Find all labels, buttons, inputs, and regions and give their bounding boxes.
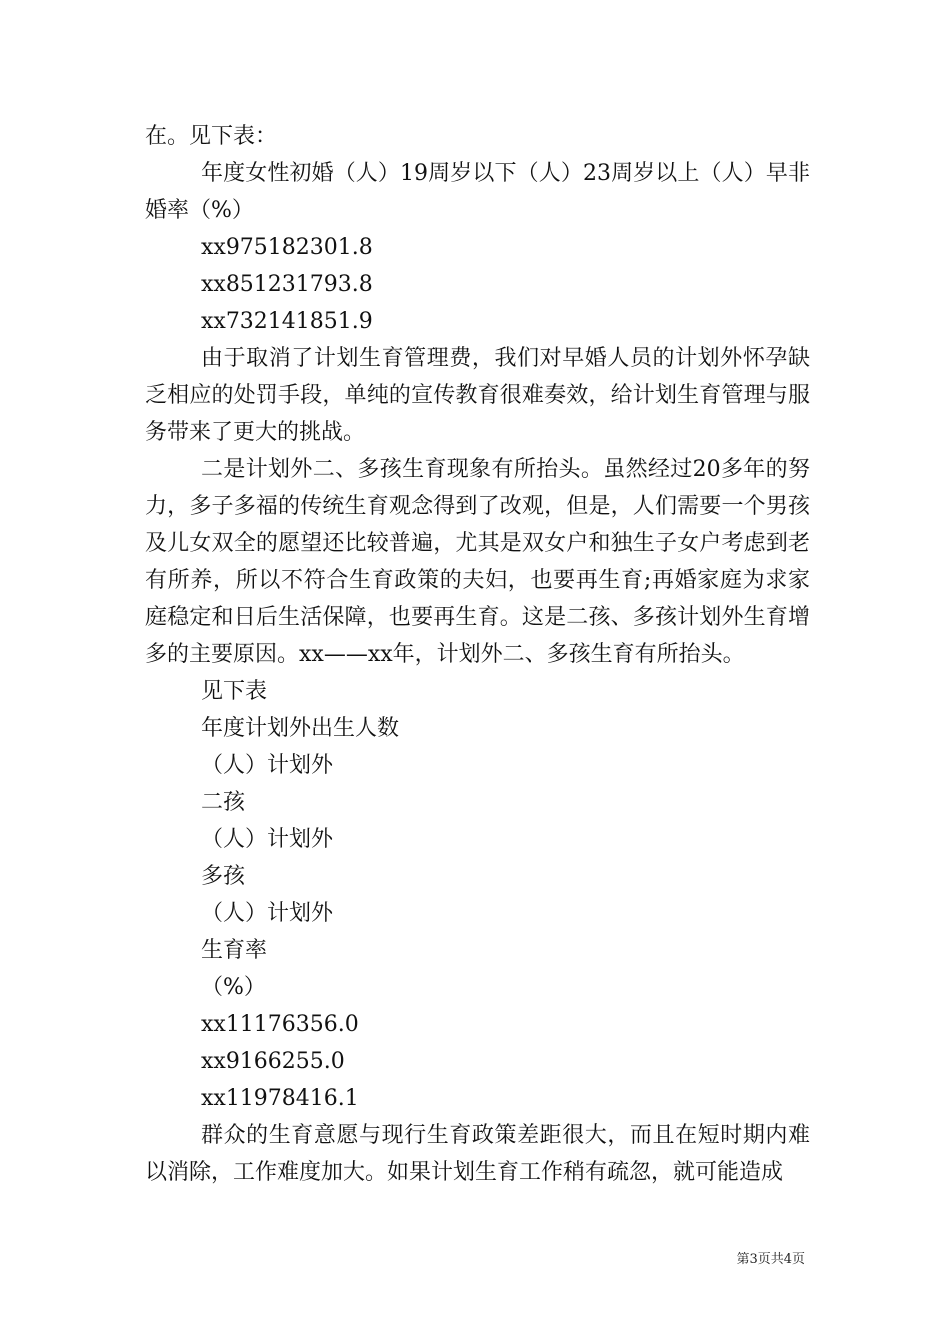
table2-header-line: （人）计划外 [201, 827, 334, 852]
table2-row: xx11978416.1 [201, 1086, 359, 1111]
document-body [145, 118, 810, 1191]
table1-row: xx851231793.8 [201, 272, 373, 297]
table1-row: xx732141851.9 [201, 309, 373, 334]
table2-row: xx11176356.0 [201, 1012, 359, 1037]
table2-header-line: 年度计划外出生人数 [201, 716, 400, 741]
table2-intro: 见下表 [201, 679, 268, 704]
table2-header-line: （%） [201, 975, 266, 1000]
paragraph: 群众的生育意愿与现行生育政策差距很大，而且在短时期内难以消除，工作难度加大。如果计划生育工作稍有疏忽，就可能造成 [145, 1123, 810, 1185]
table2-header-line: 生育率 [201, 938, 268, 963]
paragraph: 由于取消了计划生育管理费，我们对早婚人员的计划外怀孕缺乏相应的处罚手段，单纯的宣传教育很难奏效，给计划生育管理与服务带来了更大的挑战。 [145, 346, 810, 445]
table2-header-line: （人）计划外 [201, 753, 334, 778]
table2-header-line: 二孩 [201, 790, 246, 815]
page-number: 第3页共4页 [736, 1252, 805, 1267]
table2-row: xx9166255.0 [201, 1049, 345, 1074]
text-line: 在。见下表： [145, 124, 278, 149]
table1-row: xx975182301.8 [201, 235, 373, 260]
table2-header-line: （人）计划外 [201, 901, 334, 926]
paragraph: 二是计划外二、多孩生育现象有所抬头。虽然经过20多年的努力，多子多福的传统生育观念得到了改观，但是，人们需要一个男孩及儿女双全的愿望还比较普遍，尤其是双女户和独生子女户考虑到老有所养，所以不符合生育政策的夫妇，也要再生育;再婚家庭为求家庭稳定和日后生活保障，也要再生育。这是二孩、多孩计划外生育增多的主要原因。xx——xx年，计划外二、多孩生育有所抬头。 [145, 457, 810, 667]
table1-header: 年度女性初婚（人）19周岁以下（人）23周岁以上（人）早非婚率（%） [145, 161, 810, 223]
table2-header-line: 多孩 [201, 864, 246, 889]
